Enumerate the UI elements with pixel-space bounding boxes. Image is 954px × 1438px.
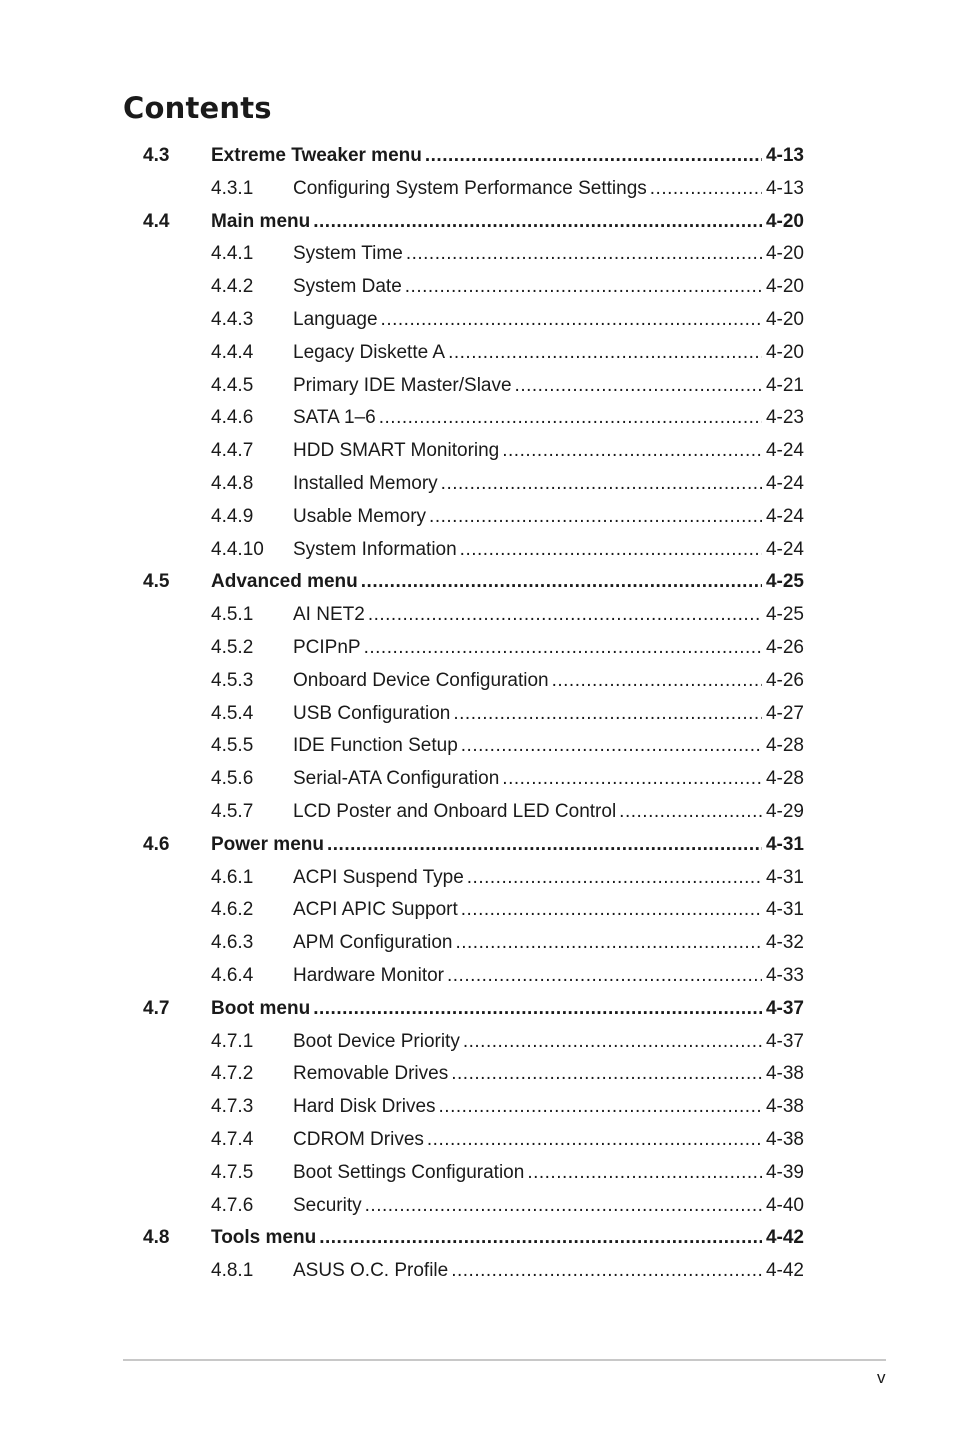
dot-leader [527, 1157, 762, 1190]
toc-subsection-entry[interactable] [0, 1255, 954, 1288]
toc-entry-title[interactable]: Configuring System Performance Settings [293, 173, 650, 206]
toc-section-entry[interactable] [0, 1222, 954, 1255]
toc-entry-page: 4-31 [765, 899, 804, 921]
page-title: Contents [123, 91, 272, 125]
toc-subsection-entry[interactable] [0, 1157, 954, 1190]
toc-subsection-entry[interactable] [0, 632, 954, 665]
toc-entry-line [293, 435, 804, 468]
toc-entry-title[interactable]: Power menu [211, 829, 327, 862]
toc-subsection-entry[interactable] [0, 599, 954, 632]
toc-entry-number: 4.7.6 [211, 1194, 254, 1216]
toc-entry-number: 4.5.4 [211, 702, 254, 724]
dot-leader [650, 173, 762, 206]
toc-entry-line [211, 1222, 804, 1255]
toc-section-entry[interactable] [0, 566, 954, 599]
toc-entry-page: 4-26 [765, 636, 804, 658]
toc-subsection-entry[interactable] [0, 534, 954, 567]
toc-entry-page: 4-38 [765, 1096, 804, 1118]
toc-subsection-entry[interactable] [0, 304, 954, 337]
toc-subsection-entry[interactable] [0, 402, 954, 435]
dot-leader [406, 238, 762, 271]
toc-entry-title[interactable]: Advanced menu [211, 566, 361, 599]
toc-entry-number: 4.6.3 [211, 932, 254, 954]
dot-leader [455, 927, 762, 960]
toc-entry-number: 4.4.4 [211, 341, 254, 363]
toc-subsection-entry[interactable] [0, 894, 954, 927]
toc-entry-page: 4-20 [765, 210, 804, 232]
toc-entry-number: 4.5 [143, 571, 170, 593]
toc-entry-number: 4.8 [143, 1227, 170, 1249]
toc-entry-title[interactable]: Serial-ATA Configuration [293, 763, 502, 796]
toc-entry-number: 4.5.7 [211, 800, 254, 822]
toc-entry-number: 4.6 [143, 833, 170, 855]
toc-entry-number: 4.4.5 [211, 374, 254, 396]
toc-entry-line [293, 599, 804, 632]
toc-section-entry[interactable] [0, 993, 954, 1026]
toc-entry-page: 4-13 [765, 177, 804, 199]
dot-leader [502, 435, 762, 468]
dot-leader [552, 665, 762, 698]
dot-leader [515, 370, 762, 403]
toc-entry-page: 4-39 [765, 1161, 804, 1183]
toc-entry-number: 4.3 [143, 145, 170, 166]
toc-entry-title[interactable]: CDROM Drives [293, 1124, 427, 1157]
toc-entry-line [293, 271, 804, 304]
toc-entry-line [293, 1124, 804, 1157]
toc-entry-line [293, 238, 804, 271]
toc-entry-title[interactable]: AI NET2 [293, 599, 368, 632]
dot-leader [461, 894, 762, 927]
toc-entry-page: 4-38 [765, 1063, 804, 1085]
toc-entry-line [211, 829, 804, 862]
toc-entry-page: 4-33 [765, 964, 804, 986]
toc-entry-line [293, 501, 804, 534]
toc-entry-line [293, 173, 804, 206]
toc-entry-line [293, 370, 804, 403]
toc-subsection-entry[interactable] [0, 337, 954, 370]
toc-entry-number: 4.7.5 [211, 1161, 254, 1183]
toc-entry-title[interactable]: Legacy Diskette A [293, 337, 448, 370]
toc-entry-title[interactable]: Installed Memory [293, 468, 441, 501]
toc-entry-title[interactable]: ACPI APIC Support [293, 894, 461, 927]
toc-entry-page: 4-24 [765, 538, 804, 560]
toc-entry-page: 4-20 [765, 341, 804, 363]
toc-entry-title[interactable]: HDD SMART Monitoring [293, 435, 502, 468]
toc-entry-number: 4.4.10 [211, 538, 264, 560]
toc-entry-number: 4.3.1 [211, 177, 254, 199]
dot-leader [361, 566, 762, 599]
toc-entry-line [211, 206, 804, 239]
toc-entry-page: 4-31 [765, 833, 804, 855]
dot-leader [425, 140, 762, 173]
toc-entry-title[interactable]: PCIPnP [293, 632, 364, 665]
toc-subsection-entry[interactable] [0, 238, 954, 271]
toc-entry-title[interactable]: Onboard Device Configuration [293, 665, 552, 698]
toc-entry-line [211, 140, 804, 173]
toc-entry-line [293, 927, 804, 960]
toc-entry-number: 4.4.8 [211, 472, 254, 494]
dot-leader [313, 206, 762, 239]
toc-subsection-entry[interactable] [0, 927, 954, 960]
toc-entry-title[interactable]: SATA 1–6 [293, 402, 379, 435]
toc-entry-line [293, 698, 804, 731]
dot-leader [463, 1026, 762, 1059]
table-of-contents [0, 140, 954, 1288]
toc-entry-page: 4-20 [765, 243, 804, 265]
toc-entry-page: 4-24 [765, 505, 804, 527]
toc-entry-line [293, 468, 804, 501]
toc-subsection-entry[interactable] [0, 1026, 954, 1059]
footer-divider [123, 1359, 886, 1361]
toc-entry-page: 4-20 [765, 308, 804, 330]
toc-entry-title[interactable]: IDE Function Setup [293, 730, 461, 763]
toc-entry-title[interactable]: Tools menu [211, 1222, 319, 1255]
dot-leader [365, 1190, 762, 1223]
toc-subsection-entry[interactable] [0, 730, 954, 763]
toc-entry-number: 4.5.2 [211, 636, 254, 658]
toc-subsection-entry[interactable] [0, 1058, 954, 1091]
dot-leader [313, 993, 762, 1026]
toc-entry-number: 4.4.3 [211, 308, 254, 330]
toc-subsection-entry[interactable] [0, 1190, 954, 1223]
dot-leader [461, 730, 762, 763]
toc-entry-number: 4.4.2 [211, 276, 254, 298]
toc-entry-page: 4-28 [765, 768, 804, 790]
toc-entry-page: 4-40 [765, 1194, 804, 1216]
toc-subsection-entry[interactable] [0, 501, 954, 534]
toc-entry-title[interactable]: Boot Device Priority [293, 1026, 463, 1059]
toc-entry-line [293, 337, 804, 370]
toc-entry-page: 4-31 [765, 866, 804, 888]
toc-subsection-entry[interactable] [0, 468, 954, 501]
toc-entry-number: 4.7.4 [211, 1128, 254, 1150]
toc-entry-page: 4-25 [765, 571, 804, 593]
toc-subsection-entry[interactable] [0, 173, 954, 206]
toc-entry-page: 4-20 [765, 276, 804, 298]
dot-leader [453, 698, 762, 731]
toc-entry-title[interactable]: System Date [293, 271, 405, 304]
toc-entry-line [293, 1255, 804, 1288]
toc-entry-title[interactable]: USB Configuration [293, 698, 453, 731]
toc-entry-number: 4.4.9 [211, 505, 254, 527]
toc-entry-line [293, 1026, 804, 1059]
toc-entry-line [211, 566, 804, 599]
toc-entry-line [293, 730, 804, 763]
toc-entry-line [293, 960, 804, 993]
toc-entry-line [293, 894, 804, 927]
dot-leader [427, 1124, 762, 1157]
toc-entry-page: 4-13 [765, 145, 804, 166]
toc-entry-page: 4-37 [765, 1030, 804, 1052]
dot-leader [451, 1255, 762, 1288]
dot-leader [441, 468, 762, 501]
toc-entry-number: 4.7 [143, 997, 170, 1019]
toc-entry-title[interactable]: ACPI Suspend Type [293, 862, 467, 895]
toc-entry-page: 4-27 [765, 702, 804, 724]
toc-subsection-entry[interactable] [0, 960, 954, 993]
toc-entry-page: 4-37 [765, 997, 804, 1019]
page-number: v [877, 1368, 886, 1387]
toc-entry-line [293, 763, 804, 796]
toc-entry-title[interactable]: LCD Poster and Onboard LED Control [293, 796, 619, 829]
dot-leader [381, 304, 762, 337]
toc-subsection-entry[interactable] [0, 698, 954, 731]
toc-entry-number: 4.8.1 [211, 1260, 254, 1282]
toc-entry-title[interactable]: ASUS O.C. Profile [293, 1255, 451, 1288]
toc-entry-page: 4-24 [765, 472, 804, 494]
toc-entry-title[interactable]: Security [293, 1190, 365, 1223]
toc-section-entry[interactable] [0, 140, 954, 173]
toc-subsection-entry[interactable] [0, 435, 954, 468]
toc-entry-title[interactable]: Extreme Tweaker menu [211, 140, 425, 173]
toc-entry-line [293, 1157, 804, 1190]
toc-entry-title[interactable]: Hard Disk Drives [293, 1091, 439, 1124]
toc-entry-page: 4-38 [765, 1128, 804, 1150]
toc-subsection-entry[interactable] [0, 1124, 954, 1157]
toc-entry-line [293, 632, 804, 665]
toc-entry-number: 4.5.3 [211, 669, 254, 691]
dot-leader [327, 829, 762, 862]
toc-entry-page: 4-32 [765, 932, 804, 954]
toc-entry-line [293, 862, 804, 895]
toc-entry-title[interactable]: System Time [293, 238, 406, 271]
toc-entry-number: 4.6.4 [211, 964, 254, 986]
toc-subsection-entry[interactable] [0, 862, 954, 895]
dot-leader [429, 501, 762, 534]
toc-section-entry[interactable] [0, 829, 954, 862]
dot-leader [439, 1091, 762, 1124]
dot-leader [405, 271, 762, 304]
toc-entry-number: 4.4.1 [211, 243, 254, 265]
toc-subsection-entry[interactable] [0, 1091, 954, 1124]
toc-entry-title[interactable]: APM Configuration [293, 927, 455, 960]
toc-entry-line [293, 534, 804, 567]
toc-entry-title[interactable]: Boot Settings Configuration [293, 1157, 527, 1190]
toc-entry-number: 4.5.6 [211, 768, 254, 790]
dot-leader [368, 599, 762, 632]
toc-entry-line [211, 993, 804, 1026]
toc-entry-line [293, 1058, 804, 1091]
toc-entry-page: 4-25 [765, 604, 804, 626]
toc-entry-title[interactable]: Removable Drives [293, 1058, 451, 1091]
dot-leader [448, 337, 762, 370]
dot-leader [319, 1222, 762, 1255]
toc-entry-page: 4-42 [765, 1227, 804, 1249]
toc-entry-line [293, 665, 804, 698]
toc-entry-page: 4-29 [765, 800, 804, 822]
toc-entry-number: 4.5.5 [211, 735, 254, 757]
toc-entry-title[interactable]: Primary IDE Master/Slave [293, 370, 515, 403]
toc-subsection-entry[interactable] [0, 796, 954, 829]
toc-entry-page: 4-24 [765, 440, 804, 462]
toc-entry-title[interactable]: Hardware Monitor [293, 960, 447, 993]
toc-entry-title[interactable]: System Information [293, 534, 460, 567]
dot-leader [619, 796, 762, 829]
dot-leader [451, 1058, 762, 1091]
toc-subsection-entry[interactable] [0, 665, 954, 698]
toc-entry-line [293, 1190, 804, 1223]
toc-entry-page: 4-28 [765, 735, 804, 757]
toc-entry-title[interactable]: Usable Memory [293, 501, 429, 534]
toc-entry-number: 4.7.1 [211, 1030, 254, 1052]
toc-subsection-entry[interactable] [0, 763, 954, 796]
toc-entry-title[interactable]: Language [293, 304, 381, 337]
dot-leader [502, 763, 762, 796]
toc-entry-number: 4.4.7 [211, 440, 254, 462]
toc-entry-line [293, 796, 804, 829]
toc-entry-page: 4-42 [765, 1260, 804, 1282]
toc-entry-number: 4.5.1 [211, 604, 254, 626]
toc-entry-number: 4.4 [143, 210, 170, 232]
toc-entry-page: 4-23 [765, 407, 804, 429]
toc-entry-number: 4.7.3 [211, 1096, 254, 1118]
toc-subsection-entry[interactable] [0, 370, 954, 403]
toc-entry-line [293, 304, 804, 337]
dot-leader [447, 960, 762, 993]
toc-entry-page: 4-21 [765, 374, 804, 396]
toc-entry-number: 4.4.6 [211, 407, 254, 429]
toc-subsection-entry[interactable] [0, 271, 954, 304]
toc-entry-number: 4.6.1 [211, 866, 254, 888]
dot-leader [467, 862, 762, 895]
toc-entry-line [293, 402, 804, 435]
toc-entry-page: 4-26 [765, 669, 804, 691]
toc-entry-title[interactable]: Main menu [211, 206, 313, 239]
toc-entry-number: 4.6.2 [211, 899, 254, 921]
toc-section-entry[interactable] [0, 206, 954, 239]
toc-entry-line [293, 1091, 804, 1124]
toc-entry-title[interactable]: Boot menu [211, 993, 313, 1026]
toc-entry-number: 4.7.2 [211, 1063, 254, 1085]
dot-leader [460, 534, 762, 567]
dot-leader [364, 632, 762, 665]
dot-leader [379, 402, 762, 435]
